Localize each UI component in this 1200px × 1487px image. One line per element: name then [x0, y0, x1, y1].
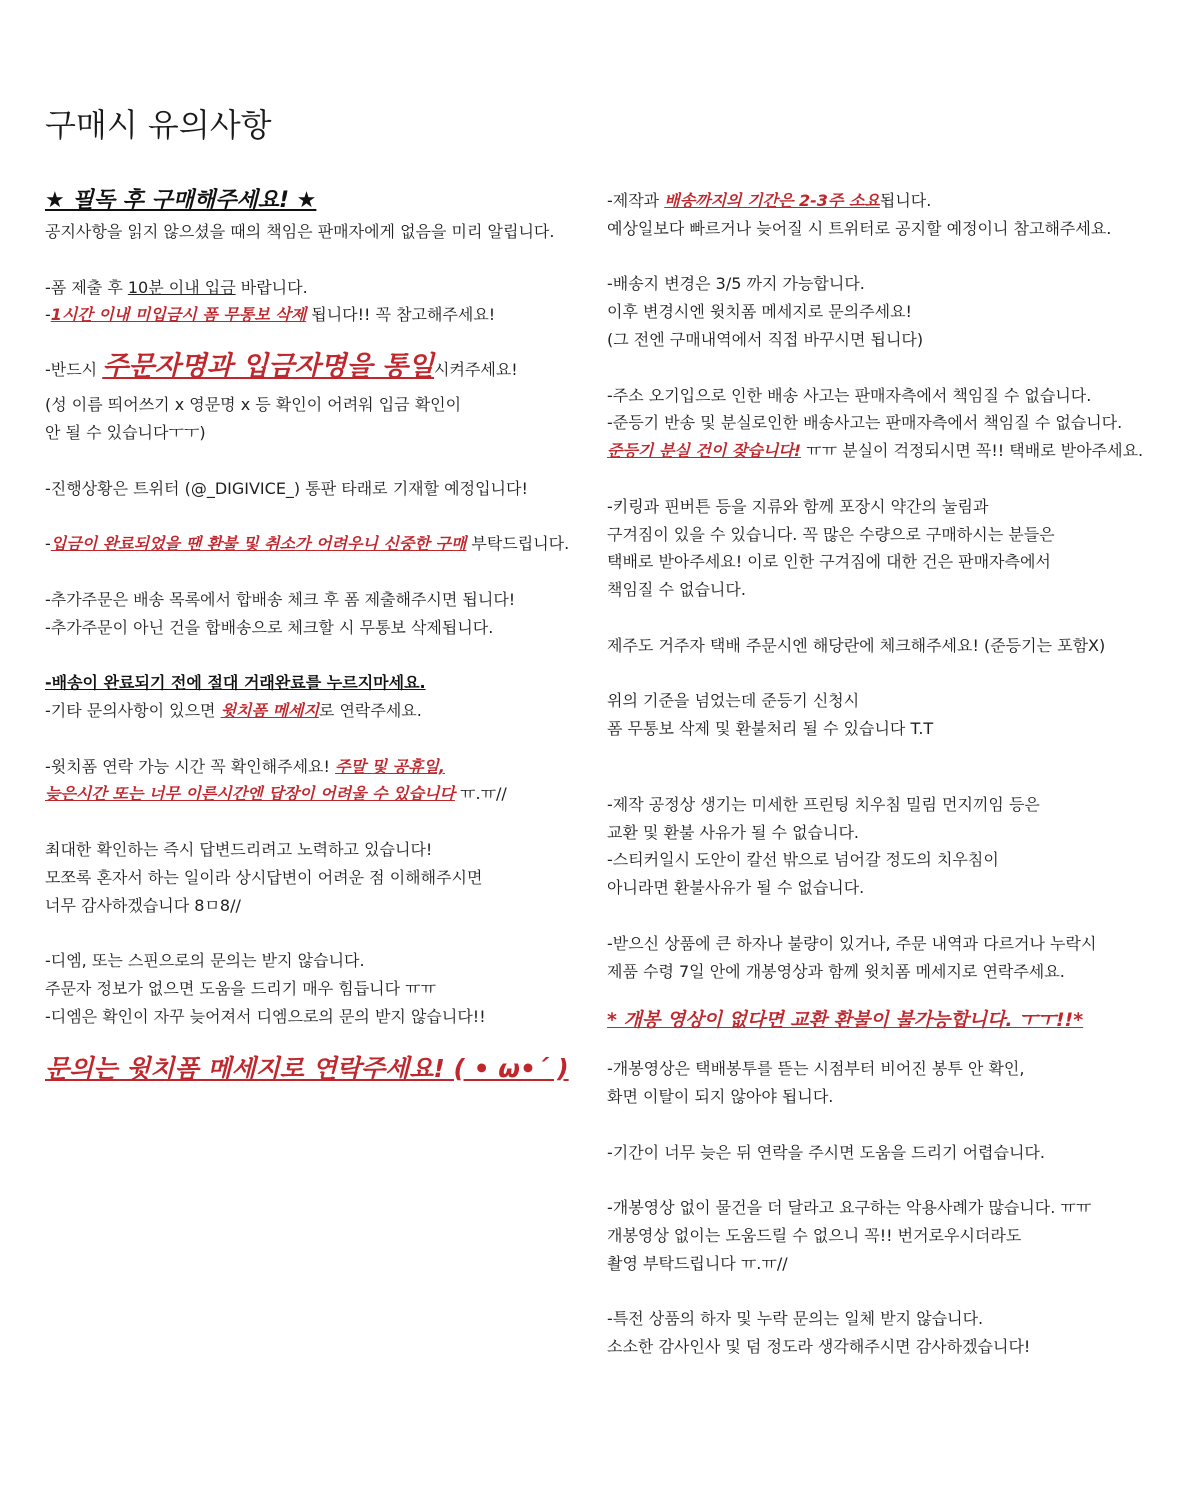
page-title: 구매시 유의사항: [45, 106, 272, 144]
dm-3: -디엠은 확인이 자꾸 늦어져서 디엠으로의 문의 받지 않습니다!!: [45, 1006, 486, 1026]
accident-3: 준등기 분실 건이 잦습니다! ㅠㅠ 분실이 걱정되시면 꼭!! 택배로 받아주세요.: [607, 441, 1144, 461]
dm-1: -디엠, 또는 스핀으로의 문의는 받지 않습니다.: [45, 951, 365, 971]
video-1: -개봉영상은 택배봉투를 뜯는 시점부터 비어진 봉투 안 확인,: [607, 1059, 1025, 1079]
witchform-message-link: 윗치폼 메세지: [220, 700, 319, 720]
name-match-emphasis: 주문자명과 입금자명을 통일: [102, 351, 435, 383]
contact-time-line-2: 늦은시간 또는 너무 이른시간엔 답장이 어려울 수 있습니다 ㅠ.ㅠ//: [45, 784, 507, 804]
notice-text: 공지사항을 읽지 않으셨을 때의 책임은 판매자에게 없음을 미리 알립니다.: [45, 222, 555, 241]
contact-line: -기타 문의사항이 있으면 윗치폼 메세지로 연락주세요.: [45, 700, 422, 720]
defect-3: -스티커일시 도안이 칼선 밖으로 넘어갈 정도의 치우침이: [607, 850, 999, 870]
left-column: [45, 184, 605, 1087]
refund-warning: 입금이 완료되었을 땐 환불 및 취소가 어려우니 신중한 구매: [50, 534, 467, 554]
extra-order-2: -추가주문이 아닌 건을 합배송으로 체크할 시 무통보 삭제됩니다.: [45, 617, 494, 637]
form-deadline-line: -폼 제출 후 10분 이내 입금 바랍니다.: [45, 277, 308, 297]
production-note: 예상일보다 빠르거나 늦어질 시 트위터로 공지할 예정이니 참고해주세요.: [607, 218, 1112, 238]
extra-order-1: -추가주문은 배송 목록에서 합배송 체크 후 폼 제출해주시면 됩니다!: [45, 589, 516, 609]
video-2: 화면 이탈이 되지 않아야 됩니다.: [607, 1087, 834, 1107]
production-line: -제작과 배송까지의 기간은 2-3주 소요됩니다.: [607, 191, 932, 210]
packing-2: 구겨짐이 있을 수 있습니다. 꼭 많은 수량으로 구매하시는 분들은: [607, 524, 1055, 544]
address-change-1: -배송지 변경은 3/5 까지 가능합니다.: [607, 274, 865, 294]
name-note-2: 안 될 수 있습니다ㅜㅜ): [45, 422, 206, 442]
late-contact: -기간이 너무 늦은 뒤 연락을 주시면 도움을 드리기 어렵습니다.: [607, 1142, 1045, 1162]
name-match-line: -반드시 주문자명과 입금자명을 통일시켜주세요!: [45, 351, 518, 383]
weekend-warning: 주말 및 공휴일,: [335, 756, 445, 776]
accident-1: -주소 오기입으로 인한 배송 사고는 판매자측에서 책임질 수 없습니다.: [607, 385, 1092, 405]
packing-1: -키링과 핀버튼 등을 지류와 함께 포장시 약간의 눌림과: [607, 496, 989, 516]
standard-1: 위의 기준을 넘었는데 준등기 신청시: [607, 691, 860, 711]
lost-mail-warning: 준등기 분실 건이 잦습니다!: [607, 441, 802, 461]
deposit-window: 10분 이내 입금: [127, 277, 236, 297]
effort-3: 너무 감사하겠습니다 8ㅁ8//: [45, 895, 241, 915]
defect-4: 아니라면 환불사유가 될 수 없습니다.: [607, 878, 865, 898]
accident-2: -준등기 반송 및 분실로인한 배송사고는 판매자측에서 책임질 수 없습니다.: [607, 413, 1123, 433]
name-note-1: (성 이름 띄어쓰기 x 영문명 x 등 확인이 어려워 입금 확인이: [45, 395, 462, 415]
right-column: [607, 187, 1187, 1361]
received-2: 제품 수령 7일 안에 개봉영상과 함께 윗치폼 메세지로 연락주세요.: [607, 961, 1065, 981]
defect-1: -제작 공정상 생기는 미세한 프린팅 치우침 밀림 먼지끼임 등은: [607, 794, 1040, 814]
address-change-3: (그 전엔 구매내역에서 직접 바꾸시면 됩니다): [607, 329, 924, 349]
dm-2: 주문자 정보가 없으면 도움을 드리기 매우 힘듭니다 ㅠㅠ: [45, 978, 437, 998]
contact-cta: 문의는 윗치폼 메세지로 연락주세요! ( • ω•´ ): [45, 1053, 569, 1083]
bonus-1: -특전 상품의 하자 및 누락 문의는 일체 받지 않습니다.: [607, 1309, 984, 1329]
contact-time-line: -윗치폼 연락 가능 시간 꼭 확인해주세요! 주말 및 공휴일,: [45, 756, 445, 776]
abuse-3: 촬영 부탁드립니다 ㅠ.ㅠ//: [607, 1253, 788, 1273]
packing-4: 책임질 수 없습니다.: [607, 580, 746, 600]
auto-delete-line: -1시간 이내 미입금시 폼 무통보 삭제 됩니다!! 꼭 참고해주세요!: [45, 305, 496, 325]
effort-1: 최대한 확인하는 즉시 답변드리려고 노력하고 있습니다!: [45, 839, 433, 859]
received-1: -받으신 상품에 큰 하자나 불량이 있거나, 주문 내역과 다르거나 누락시: [607, 933, 1097, 953]
jeju-note: 제주도 거주자 택배 주문시엔 해당란에 체크해주세요! (준등기는 포함X): [607, 635, 1106, 655]
deal-complete-warning: -배송이 완료되기 전에 절대 거래완료를 누르지마세요.: [45, 673, 426, 693]
packing-3: 택배로 받아주세요! 이로 인한 구겨짐에 대한 건은 판매자측에서: [607, 552, 1051, 572]
defect-2: 교환 및 환불 사유가 될 수 없습니다.: [607, 822, 859, 842]
abuse-1: -개봉영상 없이 물건을 더 달라고 요구하는 악용사례가 많습니다. ㅠㅠ: [607, 1198, 1092, 1218]
progress-line: -진행상황은 트위터 (@_DIGIVICE_) 통판 타래로 기재할 예정입니다!: [45, 478, 528, 498]
auto-delete-warning: 1시간 이내 미입금시 폼 무통보 삭제: [50, 305, 307, 325]
abuse-2: 개봉영상 없이는 도움드릴 수 없으니 꼭!! 번거로우시더라도: [607, 1226, 1022, 1246]
standard-2: 폼 무통보 삭제 및 환불처리 될 수 있습니다 T.T: [607, 719, 934, 739]
address-change-2: 이후 변경시엔 윗치폼 메세지로 문의주세요!: [607, 302, 912, 322]
bonus-2: 소소한 감사인사 및 덤 정도라 생각해주시면 감사하겠습니다!: [607, 1337, 1031, 1357]
late-reply-warning: 늦은시간 또는 너무 이른시간엔 답장이 어려울 수 있습니다: [45, 784, 455, 804]
must-read-heading: ★ 필독 후 구매해주세요! ★: [45, 188, 317, 213]
refund-line: -입금이 완료되었을 땐 환불 및 취소가 어려우니 신중한 구매 부탁드립니다.: [45, 534, 570, 554]
unboxing-video-warning: * 개봉 영상이 없다면 교환 환불이 불가능합니다. ㅜㅜ!!*: [607, 1009, 1084, 1032]
effort-2: 모쪼록 혼자서 하는 일이라 상시답변이 어려운 점 이해해주시면: [45, 867, 483, 887]
production-period: 배송까지의 기간은 2-3주 소요: [664, 191, 880, 210]
